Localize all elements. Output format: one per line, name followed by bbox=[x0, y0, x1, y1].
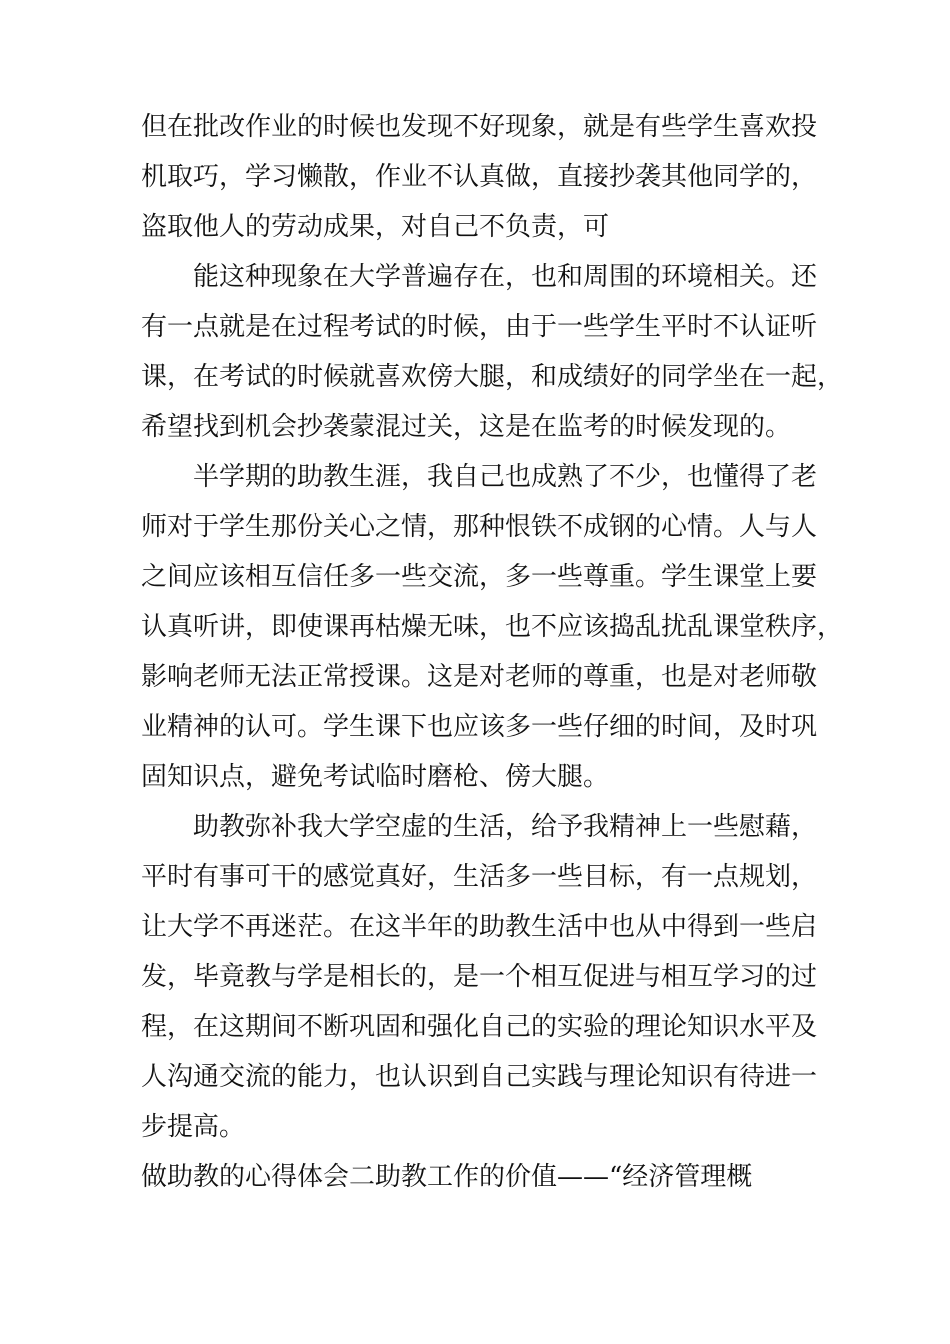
text-line: 固知识点，避免考试临时磨枪、傍大腿。 bbox=[141, 762, 610, 792]
paragraph-first-line: 助教弥补我大学空虚的生活，给予我精神上一些慰藉， bbox=[193, 812, 818, 842]
text-line: 认真听讲，即使课再枯燥无味，也不应该捣乱扰乱课堂秩序， bbox=[141, 612, 844, 642]
text-line: 业精神的认可。学生课下也应该多一些仔细的时间，及时巩 bbox=[141, 712, 818, 742]
text-line: 程，在这期间不断巩固和强化自己的实验的理论知识水平及 bbox=[141, 1012, 818, 1042]
text-line: 人沟通交流的能力，也认识到自己实践与理论知识有待进一 bbox=[141, 1062, 818, 1092]
text-line: 有一点就是在过程考试的时候，由于一些学生平时不认证听 bbox=[141, 312, 818, 342]
text-line: 师对于学生那份关心之情，那种恨铁不成钢的心情。人与人 bbox=[141, 512, 818, 542]
text-line: 但在批改作业的时候也发现不好现象，就是有些学生喜欢投 bbox=[141, 112, 818, 142]
text-line: 课，在考试的时候就喜欢傍大腿，和成绩好的同学坐在一起， bbox=[141, 362, 844, 392]
section-heading: 做助教的心得体会二助教工作的价值——“经济管理概 bbox=[141, 1162, 753, 1192]
text-line: 之间应该相互信任多一些交流，多一些尊重。学生课堂上要 bbox=[141, 562, 818, 592]
text-line: 盗取他人的劳动成果，对自己不负责，可 bbox=[141, 212, 610, 242]
text-line: 机取巧，学习懒散，作业不认真做，直接抄袭其他同学的， bbox=[141, 162, 818, 192]
paragraph-first-line: 半学期的助教生涯，我自己也成熟了不少，也懂得了老 bbox=[193, 462, 818, 492]
text-line: 平时有事可干的感觉真好，生活多一些目标，有一点规划， bbox=[141, 862, 818, 892]
text-line: 步提高。 bbox=[141, 1112, 246, 1142]
text-line: 让大学不再迷茫。在这半年的助教生活中也从中得到一些启 bbox=[141, 912, 818, 942]
text-line: 发，毕竟教与学是相长的，是一个相互促进与相互学习的过 bbox=[141, 962, 818, 992]
text-line: 希望找到机会抄袭蒙混过关，这是在监考的时候发现的。 bbox=[141, 412, 792, 442]
paragraph-first-line: 能这种现象在大学普遍存在，也和周围的环境相关。还 bbox=[193, 262, 818, 292]
text-line: 影响老师无法正常授课。这是对老师的尊重，也是对老师敬 bbox=[141, 662, 818, 692]
